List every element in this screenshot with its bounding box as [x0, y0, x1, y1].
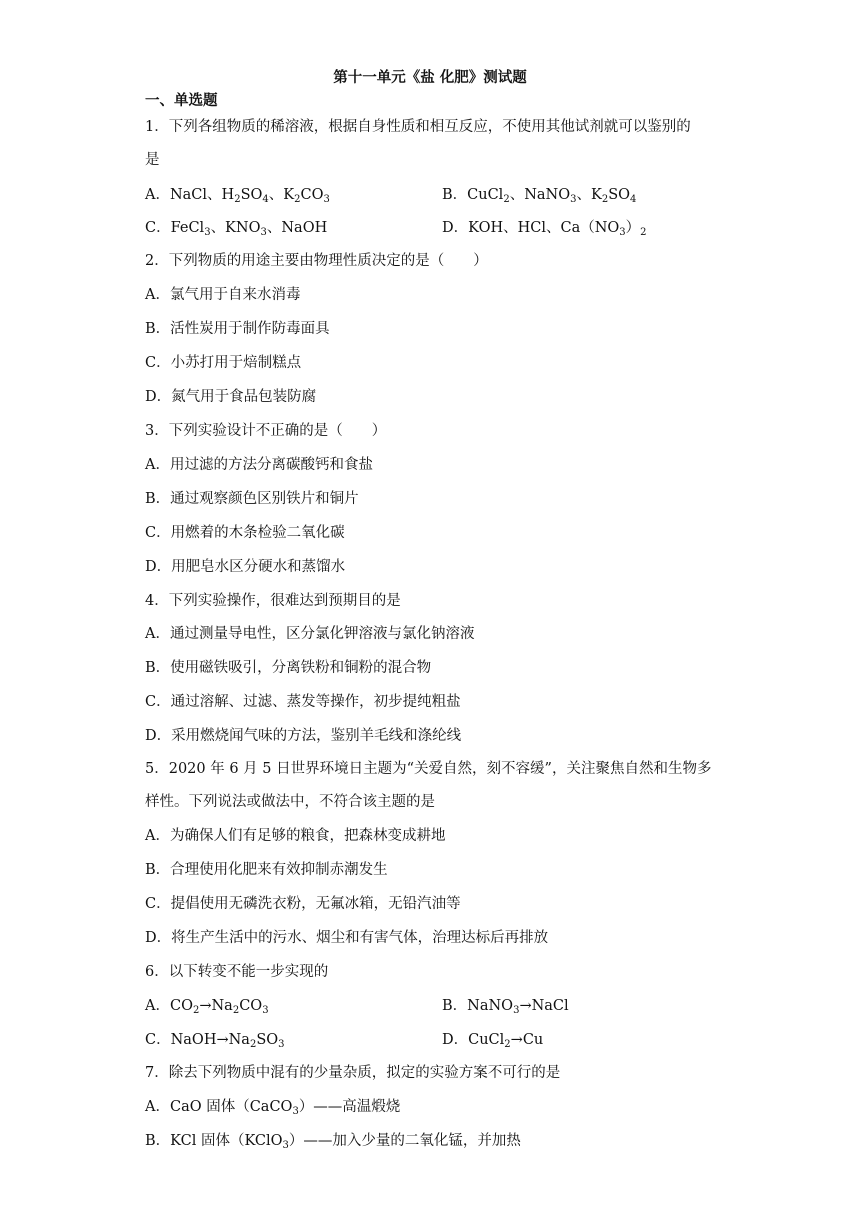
question-5-option-c: C．提倡使用无磷洗衣粉，无氟冰箱，无铅汽油等 — [145, 896, 461, 912]
question-3-option-a: A．用过滤的方法分离碳酸钙和食盐 — [145, 457, 373, 473]
question-3-option-c: C．用燃着的木条检验二氧化碳 — [145, 525, 345, 541]
question-5-stem: 5．2020 年 6 月 5 日世界环境日主题为“关爱自然，刻不容缓”，关注聚焦自然和生物多 — [145, 761, 712, 777]
question-4-option-d: D．采用燃烧闻气味的方法，鉴别羊毛线和涤纶线 — [145, 728, 462, 744]
question-2-option-c: C．小苏打用于焙制糕点 — [145, 355, 302, 371]
question-1-stem-cont: 是 — [145, 152, 160, 168]
question-1-stem: 1．下列各组物质的稀溶液，根据自身性质和相互反应，不使用其他试剂就可以鉴别的 — [145, 119, 691, 135]
question-5-option-d: D．将生产生活中的污水、烟尘和有害气体，治理达标后再排放 — [145, 930, 549, 946]
question-3-option-b: B．通过观察颜色区别铁片和铜片 — [145, 491, 359, 507]
question-4-stem: 4．下列实验操作，很难达到预期目的是 — [145, 593, 401, 609]
section-heading: 一、单选题 — [145, 93, 218, 109]
question-5-option-b: B．合理使用化肥来有效抑制赤潮发生 — [145, 862, 388, 878]
question-6-stem: 6．以下转变不能一步实现的 — [145, 964, 329, 980]
question-6-option-d: D．CuCl$_2$→Cu — [442, 1032, 544, 1050]
question-2-option-d: D．氮气用于食品包装防腐 — [145, 389, 317, 405]
question-7-option-b: B．KCl 固体（KClO$_3$）——加入少量的二氧化锰，并加热 — [145, 1133, 521, 1151]
question-2-stem: 2．下列物质的用途主要由物理性质决定的是（ ） — [145, 253, 488, 269]
question-6-option-c: C．$NaOH\to Na_2SO_3$ — [145, 1032, 285, 1050]
question-2-option-b: B．活性炭用于制作防毒面具 — [145, 321, 330, 337]
question-6-option-a: A．$CO_2\to Na_2CO_3$ — [145, 998, 269, 1016]
question-3-stem: 3．下列实验设计不正确的是（ ） — [145, 423, 387, 439]
question-4-option-a: A．通过测量导电性，区分氯化钾溶液与氯化钠溶液 — [145, 626, 475, 642]
question-1-option-d: D．KOH、HCl、$Ca(NO_3)_2$ — [442, 220, 647, 238]
question-1-option-c: C．FeCl$_3$、$KNO_3$、NaOH — [145, 220, 328, 238]
question-5-stem-cont: 样性。下列说法或做法中，不符合该主题的是 — [145, 794, 435, 810]
question-2-option-a: A．氯气用于自来水消毒 — [145, 287, 301, 303]
question-7-option-a: A．CaO 固体（CaCO$_3$）——高温煅烧 — [145, 1099, 401, 1117]
question-7-stem: 7．除去下列物质中混有的少量杂质，拟定的实验方案不可行的是 — [145, 1065, 561, 1081]
question-6-option-b: B．NaNO$_3$→NaCl — [442, 998, 569, 1016]
page-title: 第十一单元《盐 化肥》测试题 — [333, 70, 527, 86]
question-1-option-b: B．CuCl$_2$、NaNO$_3$、$K_2SO_4$ — [442, 187, 637, 205]
question-4-option-b: B．使用磁铁吸引，分离铁粉和铜粉的混合物 — [145, 660, 432, 676]
question-1-option-a: A．NaCl、$H_2SO_4$、$K_2CO_3$ — [145, 187, 330, 205]
question-3-option-d: D．用肥皂水区分硬水和蒸馏水 — [145, 559, 346, 575]
question-4-option-c: C．通过溶解、过滤、蒸发等操作，初步提纯粗盐 — [145, 694, 461, 710]
question-5-option-a: A．为确保人们有足够的粮食，把森林变成耕地 — [145, 828, 446, 844]
